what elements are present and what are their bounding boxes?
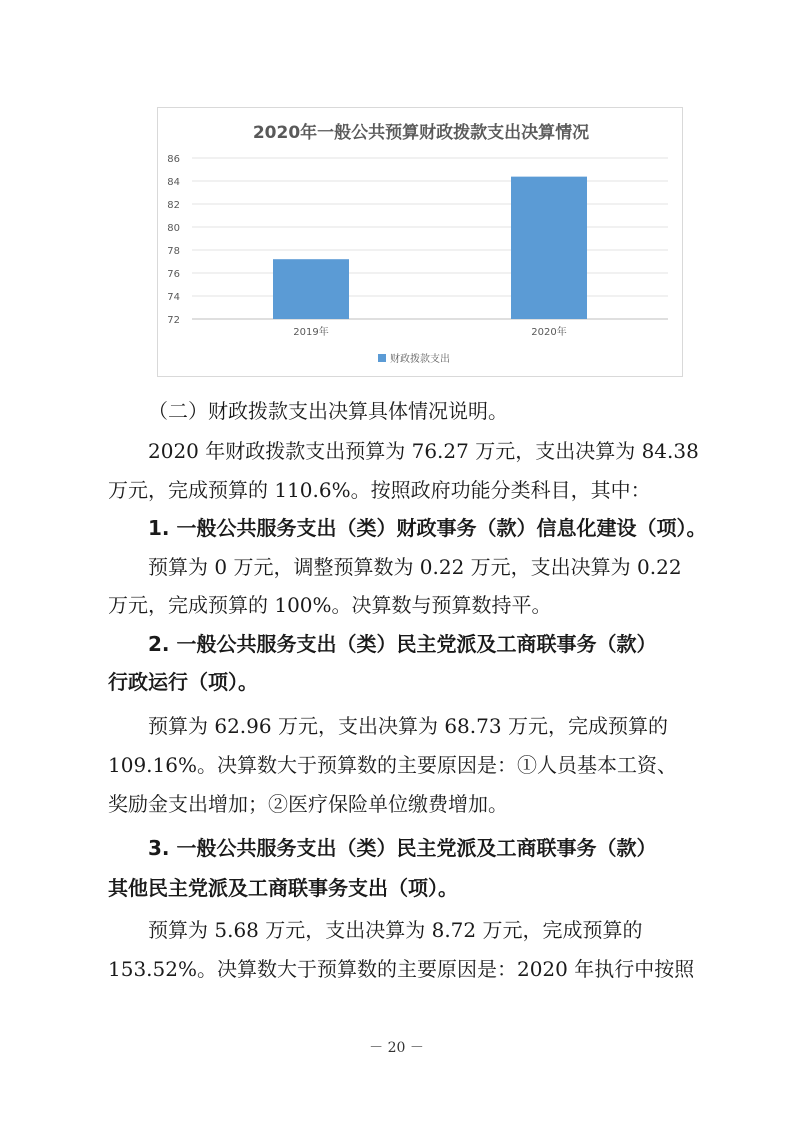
y-tick-label: 80 — [167, 223, 180, 234]
paragraph-line: 153.52%。决算数大于预算数的主要原因是：2020 年执行中按照 — [108, 957, 695, 981]
paragraph-line: 预算为 5.68 万元，支出决算为 8.72 万元，完成预算的 — [148, 918, 643, 942]
paragraph-line: 预算为 62.96 万元，支出决算为 68.73 万元，完成预算的 — [148, 714, 668, 738]
chart-canvas — [158, 108, 684, 378]
x-tick-label: 2020年 — [531, 327, 567, 338]
page-number: － 20 － — [369, 1040, 424, 1056]
section-heading: （二）财政拨款支出决算具体情况说明。 — [148, 399, 508, 423]
paragraph-line: 奖励金支出增加；②医疗保险单位缴费增加。 — [108, 792, 508, 816]
legend-label: 财政拨款支出 — [390, 354, 450, 365]
item-heading: 2. 一般公共服务支出（类）民主党派及工商联事务（款） — [148, 632, 657, 656]
paragraph-line: 万元，完成预算的 110.6%。按照政府功能分类科目，其中： — [108, 478, 651, 502]
bar — [273, 259, 349, 319]
paragraph-line: 2020 年财政拨款支出预算为 76.27 万元，支出决算为 84.38 — [148, 439, 699, 463]
y-tick-label: 84 — [167, 177, 180, 188]
item-heading: 其他民主党派及工商联事务支出（项）。 — [108, 876, 458, 900]
paragraph-line: 预算为 0 万元，调整预算数为 0.22 万元，支出决算为 0.22 — [148, 555, 682, 579]
item-heading: 1. 一般公共服务支出（类）财政事务（款）信息化建设（项）。 — [148, 516, 707, 540]
y-tick-label: 78 — [167, 246, 180, 257]
y-tick-label: 86 — [167, 154, 180, 165]
paragraph-line: 109.16%。决算数大于预算数的主要原因是：①人员基本工资、 — [108, 753, 677, 777]
chart-title: 2020年一般公共预算财政拨款支出决算情况 — [252, 123, 590, 143]
item-heading: 3. 一般公共服务支出（类）民主党派及工商联事务（款） — [148, 836, 657, 860]
paragraph-line: 万元，完成预算的 100%。决算数与预算数持平。 — [108, 593, 552, 617]
bar — [511, 177, 587, 319]
y-tick-label: 74 — [167, 292, 180, 303]
y-tick-label: 82 — [167, 200, 180, 211]
legend-swatch — [378, 354, 386, 362]
bar-chart — [157, 107, 683, 377]
item-heading: 行政运行（项）。 — [108, 670, 258, 694]
y-tick-label: 76 — [167, 269, 180, 280]
x-tick-label: 2019年 — [293, 327, 329, 338]
y-tick-label: 72 — [167, 315, 180, 326]
